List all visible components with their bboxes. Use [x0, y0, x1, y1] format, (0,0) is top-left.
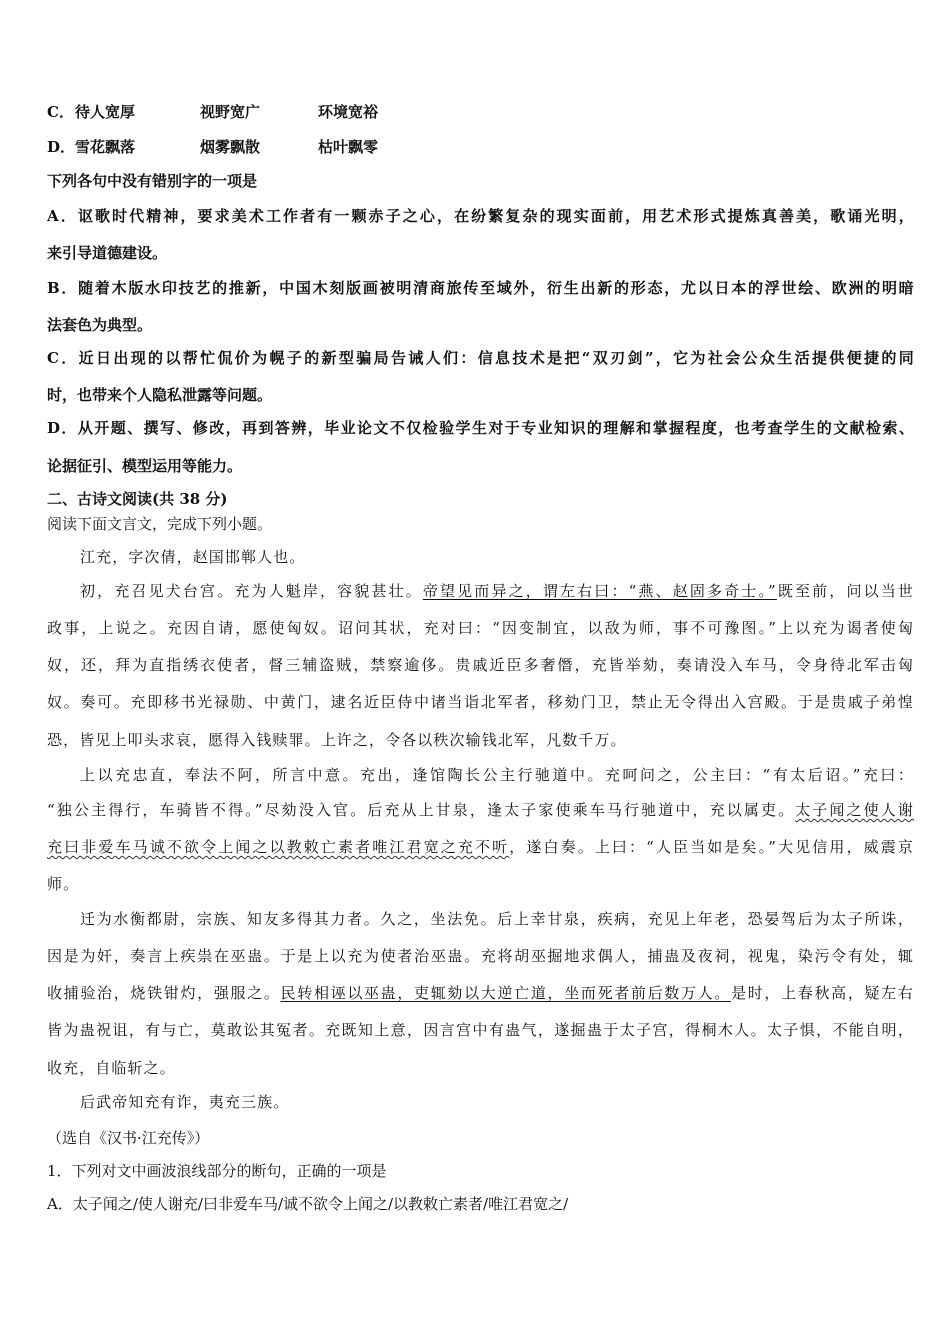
option-word-3: 环境宽裕 [318, 103, 379, 121]
passage-text: ，遂白奏。上曰：“人臣当如是矣。”大见信用，威震京 [509, 838, 915, 856]
question-1-stem: 1．下列对文中画波浪线部分的断句，正确的一项是 [47, 1162, 387, 1180]
section-title: 二、古诗文阅读(共 38 分) [47, 490, 228, 508]
passage-p3-line-3 [47, 836, 914, 857]
option-word-3: 枯叶飘零 [318, 138, 379, 156]
choice-d-line-2: 论据征引、模型运用等能力。 [47, 457, 243, 475]
section-instruction: 阅读下面文言文，完成下列小题。 [47, 515, 273, 533]
passage-paragraph-5: 后武帝知充有诈，夷充三族。 [80, 1093, 290, 1111]
question-stem: 下列各句中没有错别字的一项是 [47, 172, 258, 190]
passage-p2-line-3: 奴，还，拜为直指绣衣使者，督三辅盗贼，禁察逾侈。贵戚近臣多奢僭，充皆举劾，奏请没入车马，令身待北军击匈 [47, 656, 914, 674]
wavy-underlined-text: 充曰非爱车马诚不欲令上闻之以教敕亡素者唯江君宽之充不听 [47, 838, 510, 856]
option-word-2: 烟雾飘散 [200, 138, 261, 156]
passage-p2-line-4: 奴。奏可。充即移书光禄勋、中黄门，逮名近臣侍中诸当诣北军者，移劾门卫，禁止无令得出入宫殿。于是贵戚子弟惶 [47, 693, 914, 711]
choice-a-line-1: A．讴歌时代精神，要求美术工作者有一颗赤子之心，在纷繁复杂的现实面前，用艺术形式提炼真善美，歌诵光明， [47, 207, 914, 225]
option-word-2: 视野宽广 [200, 103, 261, 121]
passage-p4-line-5: 收充，自临斩之。 [47, 1059, 176, 1077]
question-1-choice-a: A．太子闻之/使人谢充/曰非爱车马/诚不欲令上闻之/以教敕亡素者/唯江君宽之/ [47, 1195, 569, 1213]
option-letter: D． [47, 138, 76, 156]
passage-p2-line-2: 政事，上说之。充因自请，愿使匈奴。诏问其状，充对曰：“因变制宜，以敌为师，事不可豫图。”上以充为谒者使匈 [47, 619, 914, 637]
choice-d-line-1: D．从开题、撰写、修改，再到答辨，毕业论文不仅检验学生对于专业知识的理解和掌握程度，也考查学生的文献检索、 [47, 419, 914, 437]
passage-p3-line-1: 上以充忠直，奉法不阿，所言中意。充出，逢馆陶长公主行驰道中。充呵问之，公主曰：“有太后诏。”充曰： [80, 766, 914, 784]
passage-text: 是时，上春秋高，疑左右 [731, 984, 915, 1002]
passage-text: 初，充召见犬台宫。充为人魁岸，容貌甚壮。 [80, 582, 423, 600]
option-word-1: 雪花飘落 [75, 138, 136, 156]
passage-p4-line-1: 迁为水衡都尉，宗族、知友多得其力者。久之，坐法免。后上幸甘泉，疾病，充见上年老，恐晏驾后为太子所诛， [80, 910, 914, 928]
passage-paragraph-1: 江充，字次倩，赵国邯郸人也。 [80, 548, 306, 566]
wavy-underlined-text: 太子闻之使人谢 [795, 801, 915, 819]
passage-p2-line-5: 恐，皆见上叩头求哀，愿得入钱赎罪。上许之，令各以秩次输钱北军，凡数千万。 [47, 731, 627, 749]
passage-source: （选自《汉书·江充传》） [47, 1129, 210, 1147]
passage-text: 既至前，问以当世 [776, 582, 914, 600]
choice-c-line-1: C．近日出现的以帮忙侃价为幌子的新型骗局告诫人们：信息技术是把“双刃剑”，它为社会公众生活提供便捷的同 [47, 349, 914, 367]
option-word-1: 待人宽厚 [75, 103, 136, 121]
passage-text: 收捕验治，烧铁钳灼，强服之。 [47, 984, 281, 1002]
choice-b-line-1: B．随着木版水印技艺的推新，中国木刻版画被明清商旅传至域外，衍生出新的形态，尤以日本的浮世绘、欧洲的明暗 [47, 279, 914, 297]
passage-p4-line-2: 因是为奸，奏言上疾祟在巫蛊。于是上以充为使者治巫蛊。充将胡巫掘地求偶人，捕蛊及夜祠，视鬼，染污令有处，辄 [47, 947, 914, 965]
passage-p3-line-4: 师。 [47, 875, 80, 893]
passage-p2-line-1 [80, 580, 914, 601]
passage-p4-line-3 [47, 982, 914, 1003]
choice-c-line-2: 时，也带来个人隐私泄露等问题。 [47, 386, 273, 404]
passage-text: “独公主得行，车骑皆不得。”尽劾没入官。后充从上甘泉，逢太子家使乘车马行驰道中，充以属吏。 [47, 801, 796, 819]
choice-a-line-2: 来引导道德建设。 [47, 244, 168, 262]
choice-b-line-2: 法套色为典型。 [47, 316, 153, 334]
underlined-sentence: 帝望见而异之，谓左右曰：“燕、赵固多奇士。” [422, 582, 777, 600]
underlined-sentence: 民转相诬以巫蛊，吏辄劾以大逆亡道，坐而死者前后数万人。 [280, 984, 732, 1002]
option-letter: C． [47, 103, 74, 121]
passage-p4-line-4: 皆为蛊祝诅，有与亡，莫敢讼其冤者。充既知上意，因言宫中有蛊气，遂掘蛊于太子宫，得桐木人。太子惧，不能自明， [47, 1021, 914, 1039]
passage-p3-line-2 [47, 799, 914, 820]
